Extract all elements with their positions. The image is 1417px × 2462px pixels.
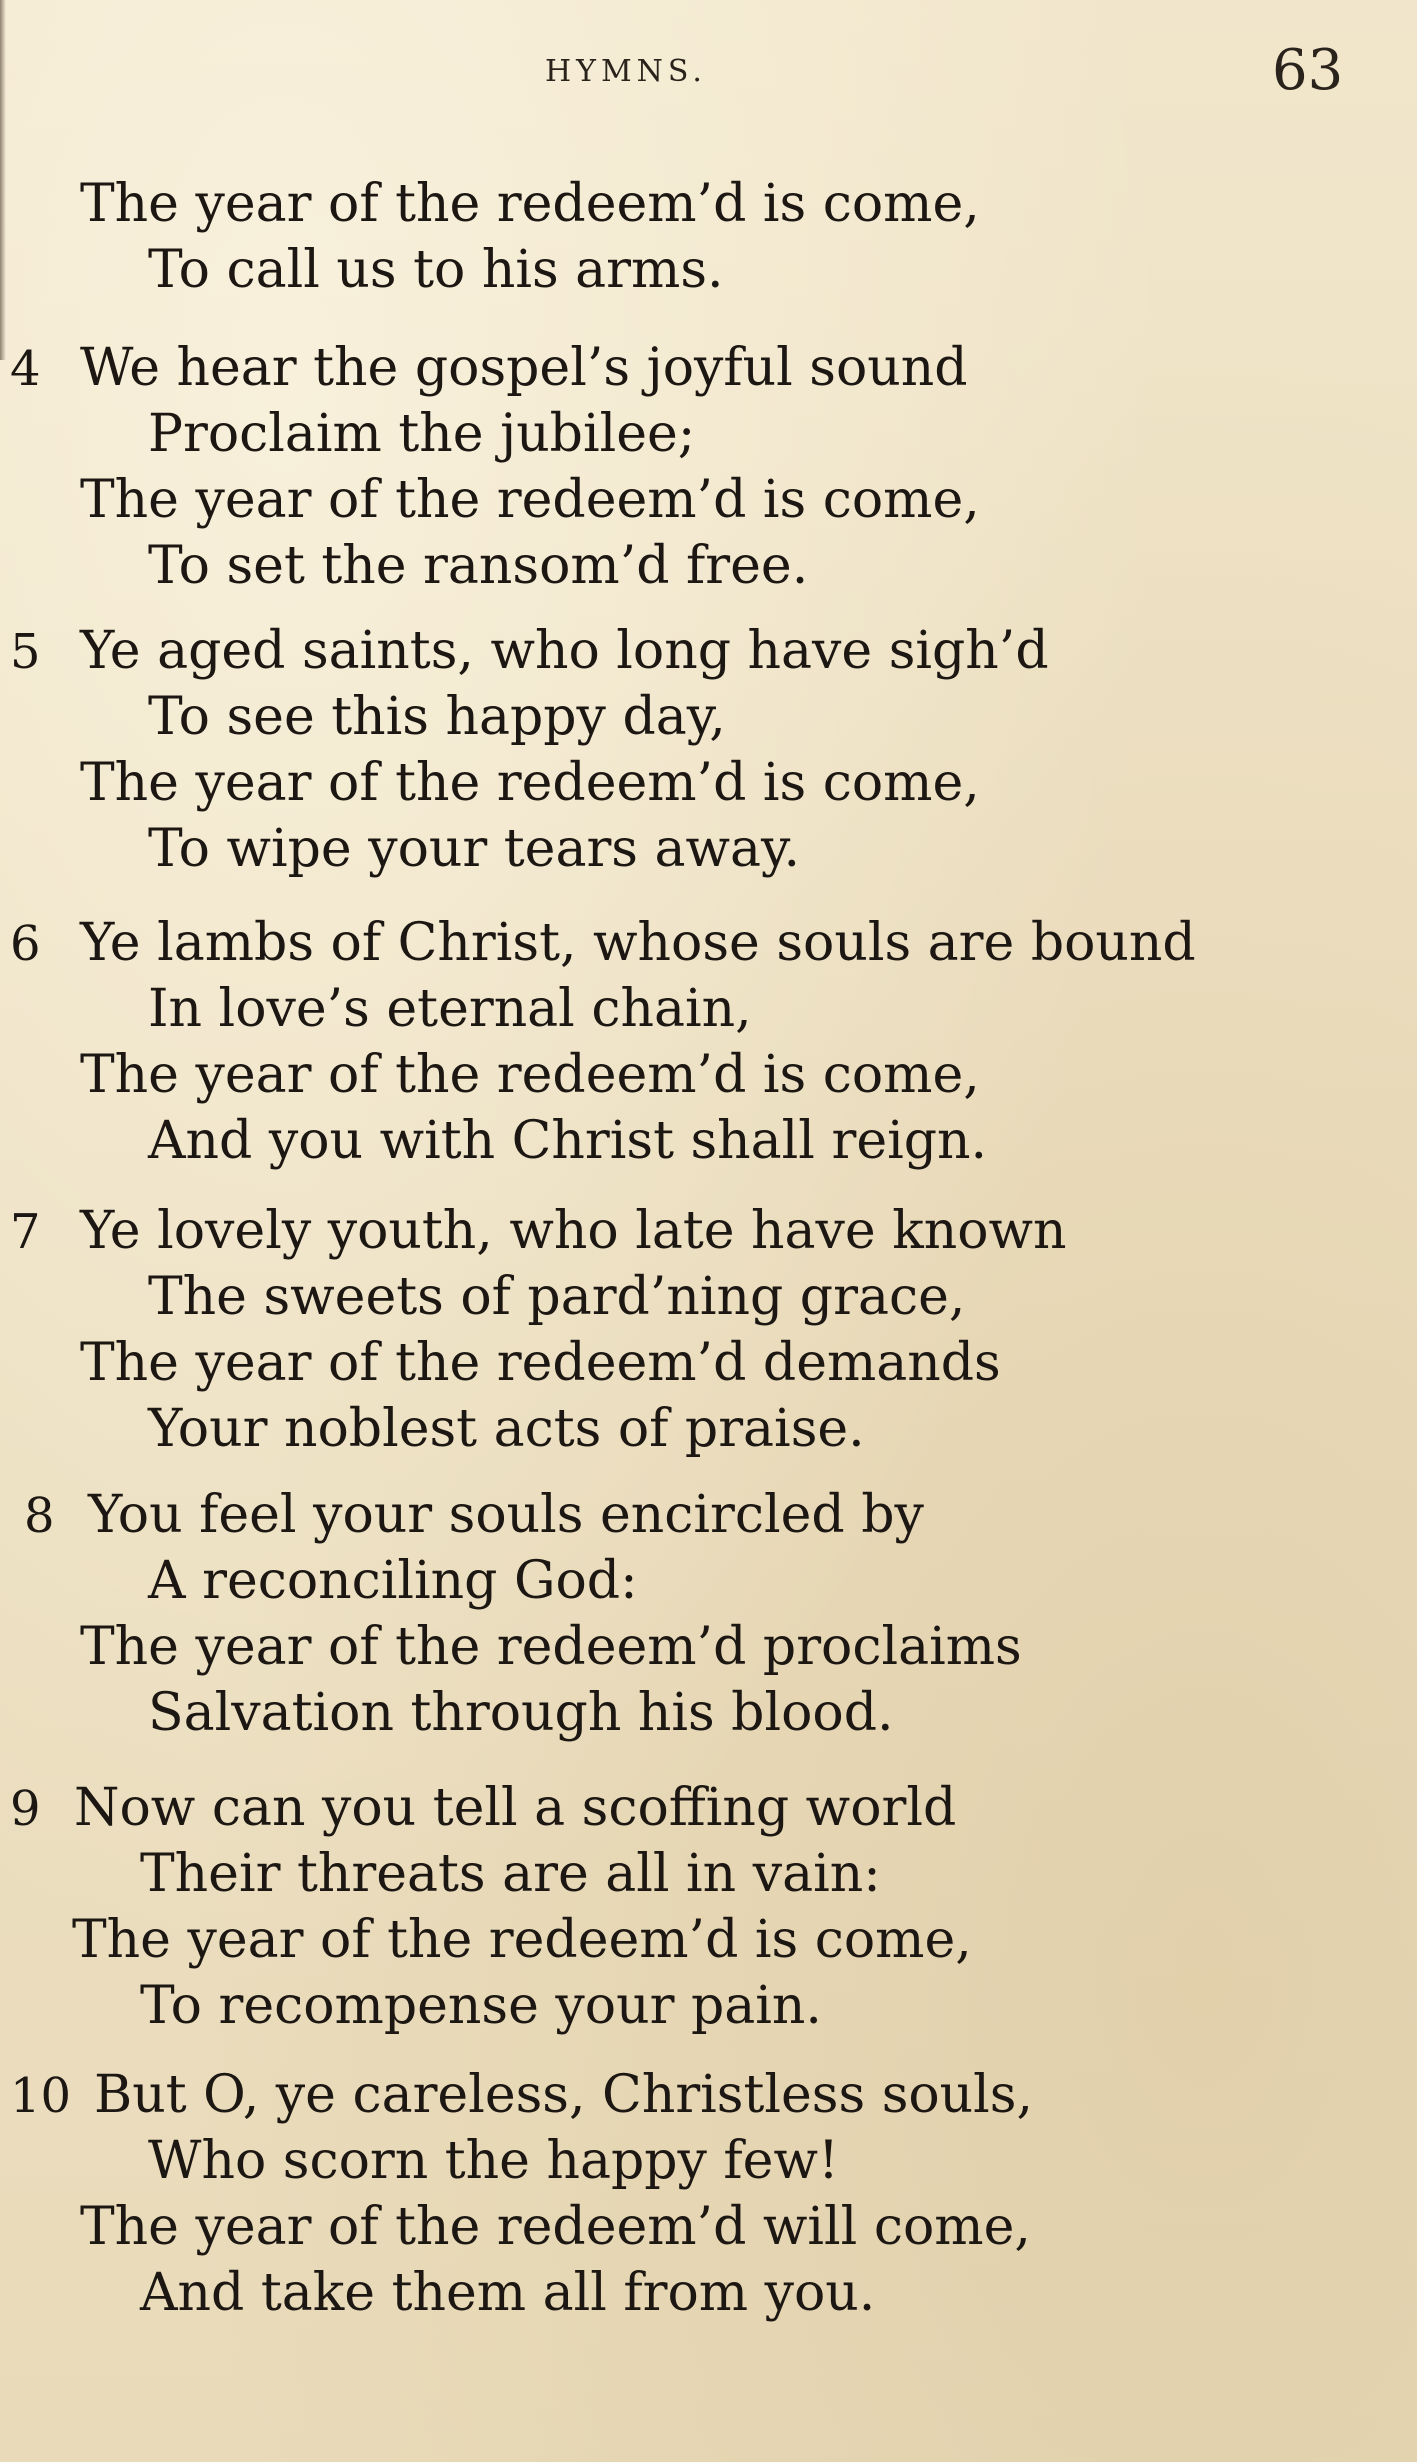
verse-line: The year of the redeem’d is come,	[80, 753, 980, 813]
stanza-number: 10	[10, 2068, 72, 2124]
verse-line: To see this happy day,	[148, 687, 726, 747]
verse-line: A reconciling God:	[148, 1551, 638, 1611]
verse-line: The year of the redeem’d is come,	[72, 1910, 972, 1970]
verse-line: The year of the redeem’d demands	[80, 1333, 1001, 1393]
running-head: HYMNS.	[545, 54, 707, 89]
verse-line: You feel your souls encircled by	[88, 1485, 924, 1545]
verse-line: The year of the redeem’d will come,	[80, 2197, 1031, 2257]
verse-line: The year of the redeem’d is come,	[80, 470, 980, 530]
verse-line: And take them all from you.	[140, 2263, 876, 2323]
stanza-number: 4	[10, 341, 41, 397]
verse-line: Ye lovely youth, who late have known	[80, 1201, 1067, 1261]
stanza-number: 6	[10, 916, 41, 972]
verse-line: To recompense your pain.	[140, 1976, 822, 2036]
stanza-number: 5	[10, 624, 41, 680]
verse-line: The year of the redeem’d proclaims	[80, 1617, 1022, 1677]
verse-line: Their threats are all in vain:	[140, 1844, 881, 1904]
verse-line: And you with Christ shall reign.	[148, 1111, 988, 1171]
verse-line: The year of the redeem’d is come,	[80, 174, 980, 234]
page-edge-shadow	[0, 0, 6, 360]
verse-line: Ye lambs of Christ, whose souls are bound	[80, 913, 1196, 973]
verse-line: To wipe your tears away.	[148, 819, 801, 879]
stanza-number: 8	[24, 1488, 55, 1544]
stanza-number: 7	[10, 1204, 41, 1260]
verse-line: In love’s eternal chain,	[148, 979, 752, 1039]
verse-line: Your noblest acts of praise.	[148, 1399, 865, 1459]
verse-line: The year of the redeem’d is come,	[80, 1045, 980, 1105]
stanza-number: 9	[10, 1781, 41, 1837]
verse-line: To set the ransom’d free.	[148, 536, 809, 596]
verse-line: We hear the gospel’s joyful sound	[80, 338, 968, 398]
page-number: 63	[1272, 38, 1344, 103]
verse-line: The sweets of pard’ning grace,	[148, 1267, 966, 1327]
verse-line: Who scorn the happy few!	[148, 2131, 839, 2191]
verse-line: But O, ye careless, Christless souls,	[94, 2065, 1034, 2125]
verse-line: Ye aged saints, who long have sigh’d	[80, 621, 1049, 681]
verse-line: Proclaim the jubilee;	[148, 404, 696, 464]
verse-line: Now can you tell a scoffing world	[74, 1778, 957, 1838]
verse-line: Salvation through his blood.	[148, 1683, 894, 1743]
verse-line: To call us to his arms.	[148, 240, 724, 300]
